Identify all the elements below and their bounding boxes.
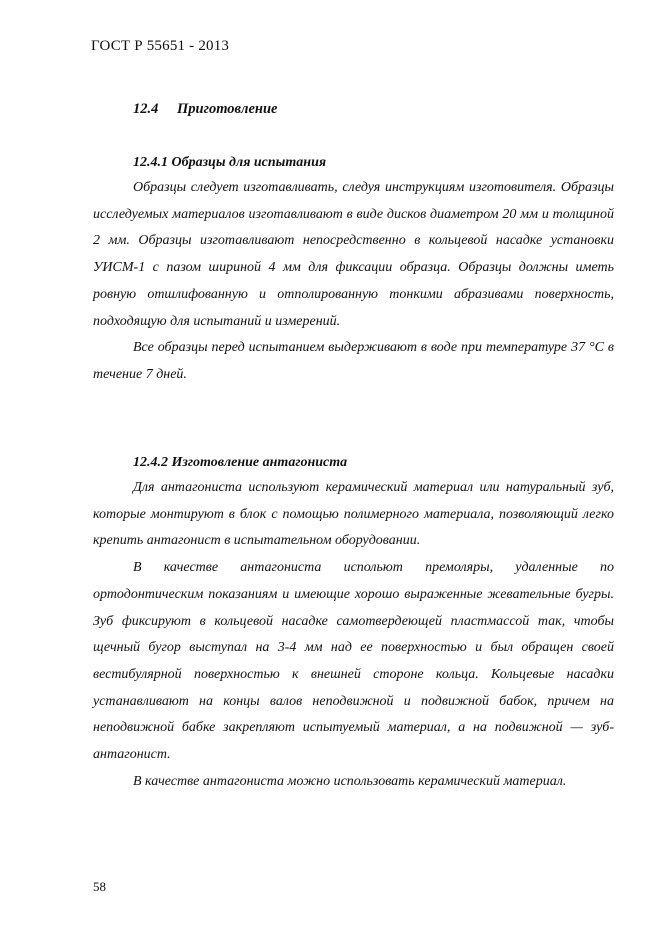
- document-header: ГОСТ Р 55651 - 2013: [91, 38, 230, 54]
- paragraph: Образцы следует изготавливать, следуя инструкциям изготовителя. Образцы исследуемых материалов изготавливают в виде дисков диаметром 20 мм и толщиной 2 мм. Образцы изготавливают непосредственно в кольцевой насадке установки УИСМ-1 с пазом шириной 4 мм для фиксации образца. Образцы должны иметь ровную отшлифованную и отполированную тонкими абразивами поверхность, подходящую для испытаний и измерений.: [93, 180, 614, 329]
- section-title-text: Приготовление: [177, 101, 278, 117]
- paragraph: В качестве антагониста можно использовать керамический материал.: [133, 773, 567, 789]
- subsection-antagonist: [93, 453, 614, 795]
- paragraph: В качестве антагониста испольют премоляры, удаленные по ортодонтическим показаниям и имеющие хорошо выраженные жевательные бугры. Зуб фиксируют в кольцевой насадке самотвердеющей пластмассой так, чтобы щечный бугор выступал на 3-4 мм над ее поверхностью и был обращен своей вестибулярной поверхностью к внешней стороне кольца. Кольцевые насадки устанавливают на концы валов неподвижной и подвижной бабок, причем на неподвижной бабке закрепляют испытуемый материал, а на подвижной — зуб-антагонист.: [93, 560, 614, 763]
- subsection-heading: 12.4.1 Образцы для испытания: [133, 155, 327, 170]
- subsection-samples: [93, 153, 614, 389]
- paragraph: Для антагониста используют керамический материал или натуральный зуб, которые монтируют в блок с помощью полимерного материала, позволяющий легко крепить антагонист в испытательном оборудовании.: [93, 480, 614, 549]
- paragraph: Все образцы перед испытанием выдерживают в воде при температуре 37 °С в течение 7 дней.: [93, 340, 614, 382]
- page-number: 58: [93, 879, 106, 894]
- section-title: [133, 101, 277, 118]
- subsection-heading: 12.4.2 Изготовление антагониста: [133, 455, 348, 470]
- section-number: 12.4: [133, 101, 159, 117]
